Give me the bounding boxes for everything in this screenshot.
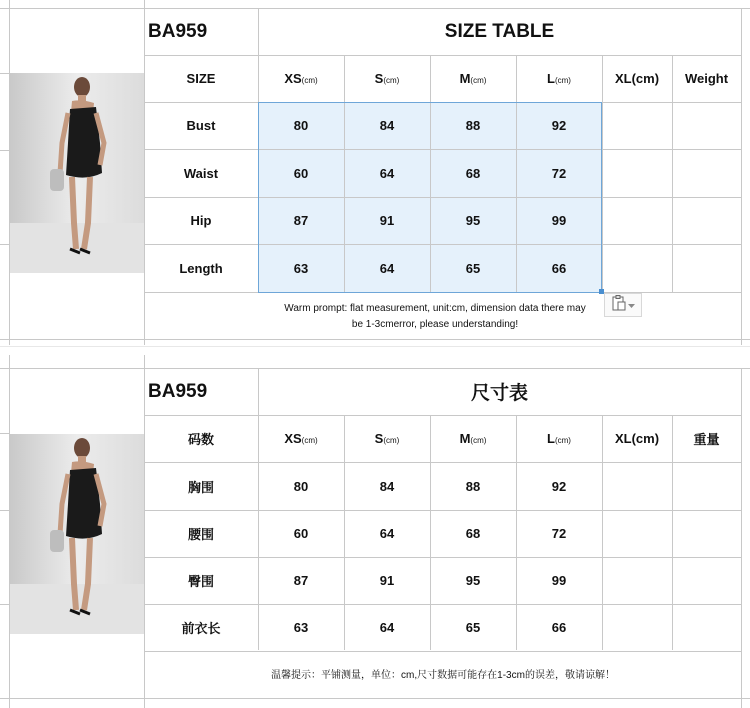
size-header-s: S (cm) (374, 431, 400, 446)
table-cell[interactable]: 80 (293, 118, 309, 133)
table-cell[interactable]: 99 (551, 213, 567, 228)
note-line-2: be 1-3cmerror, please understanding! (351, 319, 519, 330)
table-cell[interactable]: 64 (379, 620, 395, 635)
size-header-l: L (cm) (547, 71, 571, 86)
measurement-note (260, 301, 610, 333)
table-cell[interactable]: 95 (465, 573, 481, 588)
row-label-length: Length (179, 260, 223, 276)
product-photo (10, 73, 144, 273)
table-cell[interactable]: 63 (293, 260, 309, 276)
table-cell[interactable]: 64 (379, 526, 395, 541)
product-code: BA959 (148, 20, 208, 42)
table-cell[interactable]: 68 (465, 526, 481, 541)
table-cell[interactable]: 99 (551, 573, 567, 588)
table-cell[interactable]: 64 (379, 165, 395, 181)
product-code: BA959 (148, 380, 208, 402)
row-label-hip: Hip (190, 213, 212, 228)
table-cell[interactable]: 65 (465, 620, 481, 635)
table-cell[interactable]: 64 (379, 260, 395, 276)
size-header-xl: XL(cm) (614, 71, 660, 86)
clipboard-icon (612, 295, 626, 316)
size-header-l: L (cm) (547, 431, 571, 446)
table-cell[interactable]: 66 (551, 620, 567, 635)
row-label-waist: 腰围 (187, 527, 214, 542)
size-header-weight: 重量 (693, 432, 720, 447)
table-cell[interactable]: 65 (465, 260, 481, 276)
table-cell[interactable]: 66 (551, 260, 567, 276)
note-line-1: Warm prompt: flat measurement, unit:cm, dimension data there may (284, 303, 586, 314)
product-photo (10, 434, 144, 634)
table-title: 尺寸表 (470, 383, 528, 404)
row-label-length: 前衣长 (181, 621, 221, 636)
size-header-xl: XL(cm) (614, 431, 660, 446)
table-cell[interactable]: 72 (551, 526, 567, 541)
note-line-1: 温馨提示：平铺测量，单位：cm,尺寸数据可能存在1-3cm的误差，敬请谅解！ (271, 670, 615, 681)
size-header-m: M (cm) (459, 431, 487, 446)
table-cell[interactable]: 91 (379, 573, 395, 588)
size-header-label: SIZE (186, 71, 216, 86)
paste-options-button[interactable] (604, 293, 642, 317)
row-label-bust: Bust (186, 118, 216, 133)
size-header-s: S (cm) (374, 71, 400, 86)
table-cell[interactable]: 84 (379, 478, 395, 494)
size-table-chinese (0, 355, 750, 708)
table-cell[interactable]: 92 (551, 118, 567, 133)
table-cell[interactable]: 87 (293, 213, 309, 228)
table-cell[interactable]: 84 (379, 118, 395, 133)
row-label-bust: 胸围 (187, 479, 214, 495)
size-header-xs: XS (cm) (284, 431, 318, 446)
size-header-xs: XS (cm) (284, 71, 318, 86)
table-cell[interactable]: 80 (293, 478, 309, 494)
row-label-waist: Waist (183, 165, 219, 181)
table-title: SIZE TABLE (444, 20, 555, 42)
size-table-english (0, 0, 750, 345)
table-cell[interactable]: 72 (551, 165, 567, 181)
size-header-label: 码数 (187, 432, 214, 447)
table-cell[interactable]: 68 (465, 165, 481, 181)
table-cell[interactable]: 60 (293, 165, 309, 181)
row-label-hip: 臀围 (187, 574, 214, 589)
table-cell[interactable]: 91 (379, 213, 395, 228)
table-cell[interactable]: 63 (293, 620, 309, 635)
table-cell[interactable]: 88 (465, 118, 481, 133)
table-cell[interactable]: 87 (293, 573, 309, 588)
dropdown-arrow-icon (628, 296, 635, 314)
measurement-note (145, 668, 741, 684)
size-header-weight: Weight (684, 71, 729, 86)
size-header-m: M (cm) (459, 71, 487, 86)
table-cell[interactable]: 92 (551, 478, 567, 494)
table-cell[interactable]: 88 (465, 478, 481, 494)
table-cell[interactable]: 60 (293, 526, 309, 541)
table-cell[interactable]: 95 (465, 213, 481, 228)
